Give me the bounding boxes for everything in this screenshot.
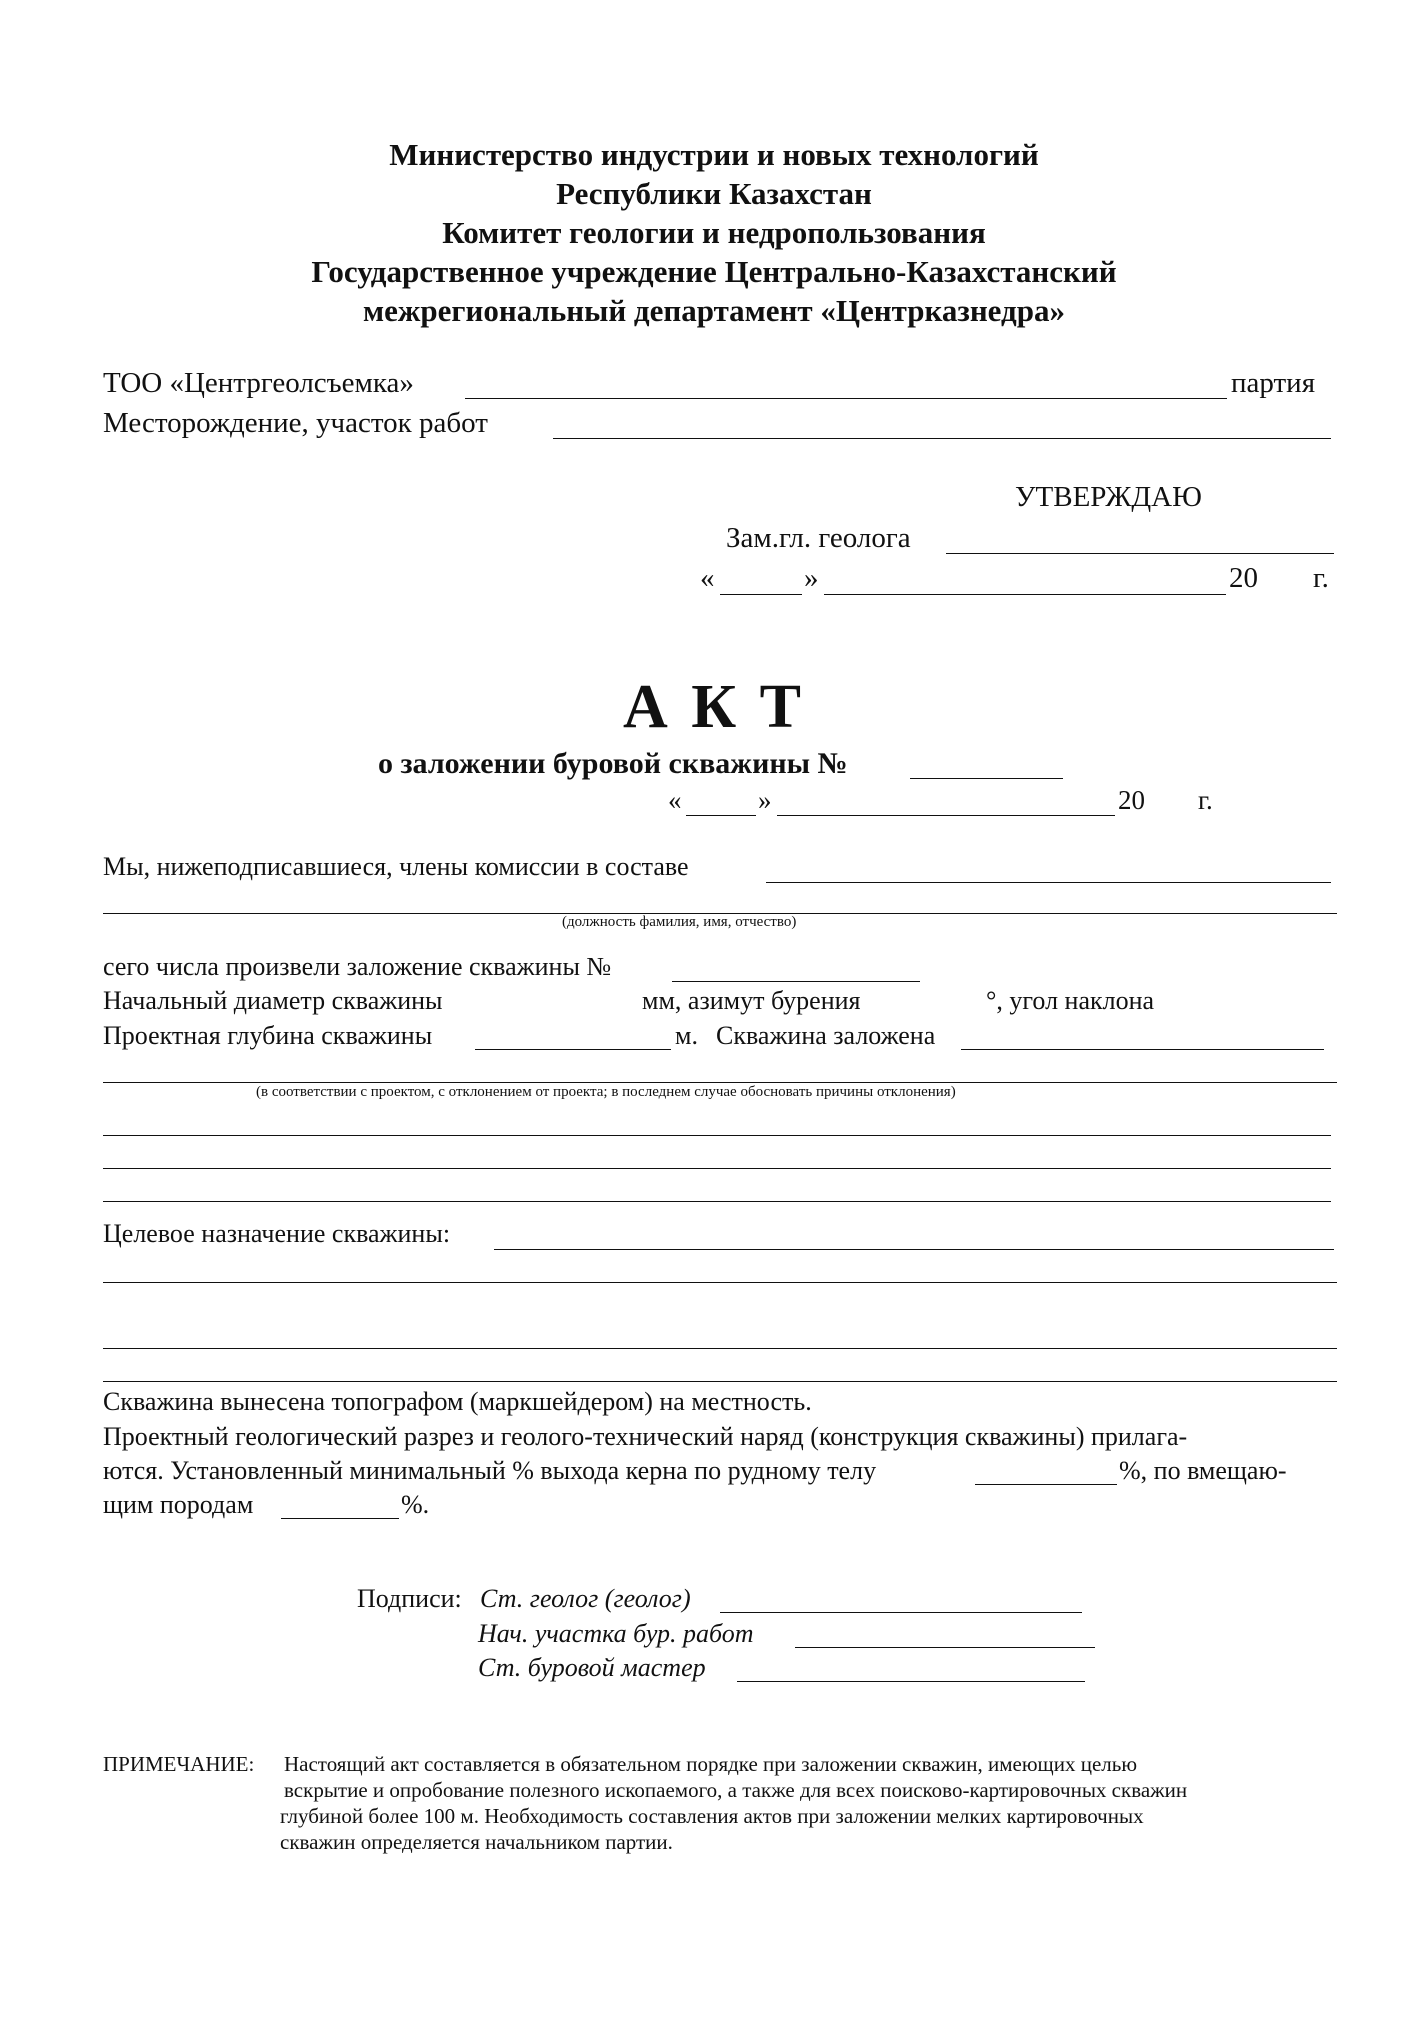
signature-master-field[interactable] (737, 1681, 1085, 1682)
section-text-2a: ются. Установленный минимальный % выхода керна по рудному телу (103, 1456, 877, 1485)
header-committee: Комитет геологии и недропользования (442, 215, 986, 250)
section-text-1: Проектный геологический разрез и геолого-технический наряд (конструкция скважины) прилага- (103, 1422, 1188, 1451)
today-text: сего числа произвели заложение скважины № (103, 952, 612, 981)
deviation-line-2[interactable] (103, 1168, 1331, 1169)
header-institution: Государственное учреждение Центрально-Казахстанский (311, 254, 1117, 289)
well-number-field-2[interactable] (672, 981, 920, 982)
commission-text: Мы, нижеподписавшиеся, члены комиссии в составе (103, 852, 689, 881)
purpose-field-4[interactable] (103, 1381, 1337, 1382)
note-line-3: глубиной более 100 м. Необходимость составления актов при заложении мелких картировочных (280, 1804, 1144, 1828)
act-quote-open: « (668, 785, 682, 815)
core-ore-field[interactable] (975, 1484, 1117, 1485)
act-subtitle: о заложении буровой скважины № (378, 747, 848, 780)
field-label: Месторождение, участок работ (103, 407, 488, 439)
act-title: А К Т (622, 673, 806, 741)
act-year-prefix: 20 (1118, 785, 1145, 815)
signature-geologist-label: Ст. геолог (геолог) (480, 1584, 691, 1613)
header-republic: Республики Казахстан (556, 176, 872, 211)
deviation-hint: (в соответствии с проектом, с отклонением от проекта; в последнем случае обосновать причины отклонения) (256, 1084, 956, 1100)
survey-text: Скважина вынесена топографом (маркшейдером) на местность. (103, 1387, 812, 1416)
header-department: межрегиональный департамент «Центрказнедра» (363, 293, 1065, 328)
purpose-label: Целевое назначение скважины: (103, 1219, 451, 1248)
act-year-suffix: г. (1198, 785, 1213, 815)
party-field[interactable] (465, 398, 1227, 399)
act-quote-close: » (758, 785, 772, 815)
signature-geologist-field[interactable] (720, 1612, 1082, 1613)
signatures-label: Подписи: (357, 1584, 462, 1613)
signature-drilling-head-field[interactable] (795, 1647, 1095, 1648)
note-line-2: вскрытие и опробование полезного ископаемого, а также для всех поисково-картировочных скважин (284, 1778, 1188, 1802)
angle-label: °, угол наклона (986, 986, 1155, 1015)
note-line-4: скважин определяется начальником партии. (280, 1830, 673, 1854)
act-day-field[interactable] (686, 815, 756, 816)
signature-master-label: Ст. буровой мастер (478, 1653, 706, 1682)
approve-label: УТВЕРЖДАЮ (1015, 481, 1202, 513)
laid-label: Скважина заложена (716, 1021, 936, 1050)
commission-hint: (должность фамилия, имя, отчество) (562, 914, 797, 930)
deviation-line-3[interactable] (103, 1201, 1331, 1202)
party-label: партия (1231, 367, 1316, 399)
purpose-field-1[interactable] (494, 1249, 1334, 1250)
approval-quote-close: » (804, 562, 819, 594)
well-number-field[interactable] (910, 778, 1063, 779)
section-text-3b: %. (401, 1490, 430, 1519)
approval-quote-open: « (700, 562, 715, 594)
act-month-field[interactable] (777, 815, 1115, 816)
depth-field[interactable] (475, 1049, 671, 1050)
approval-day-field[interactable] (720, 594, 802, 595)
depth-label: Проектная глубина скважины (103, 1021, 433, 1050)
field-input[interactable] (553, 438, 1331, 439)
section-text-2b: %, по вмещаю- (1119, 1456, 1287, 1485)
laid-field[interactable] (961, 1049, 1324, 1050)
purpose-field-3[interactable] (103, 1348, 1337, 1349)
core-host-field[interactable] (281, 1518, 399, 1519)
header-ministry: Министерство индустрии и новых технологий (389, 137, 1039, 172)
commission-field-1[interactable] (766, 882, 1331, 883)
approval-year-prefix: 20 (1229, 562, 1258, 594)
approver-role: Зам.гл. геолога (726, 522, 911, 554)
company-label: ТОО «Центргеолсъемка» (103, 367, 414, 399)
approver-signature-field[interactable] (946, 553, 1334, 554)
deviation-field[interactable] (103, 1082, 1337, 1083)
depth-unit: м. (675, 1021, 698, 1050)
diameter-label: Начальный диаметр скважины (103, 986, 443, 1015)
note-line-1: Настоящий акт составляется в обязательном порядке при заложении скважин, имеющих целью (284, 1752, 1138, 1776)
signature-drilling-head-label: Нач. участка бур. работ (478, 1619, 754, 1648)
section-text-3a: щим породам (103, 1490, 254, 1519)
purpose-field-2[interactable] (103, 1282, 1337, 1283)
azimuth-label: мм, азимут бурения (642, 986, 861, 1015)
approval-year-suffix: г. (1313, 562, 1329, 594)
approval-month-field[interactable] (824, 594, 1226, 595)
deviation-line-1[interactable] (103, 1135, 1331, 1136)
note-label: ПРИМЕЧАНИЕ: (103, 1752, 255, 1776)
